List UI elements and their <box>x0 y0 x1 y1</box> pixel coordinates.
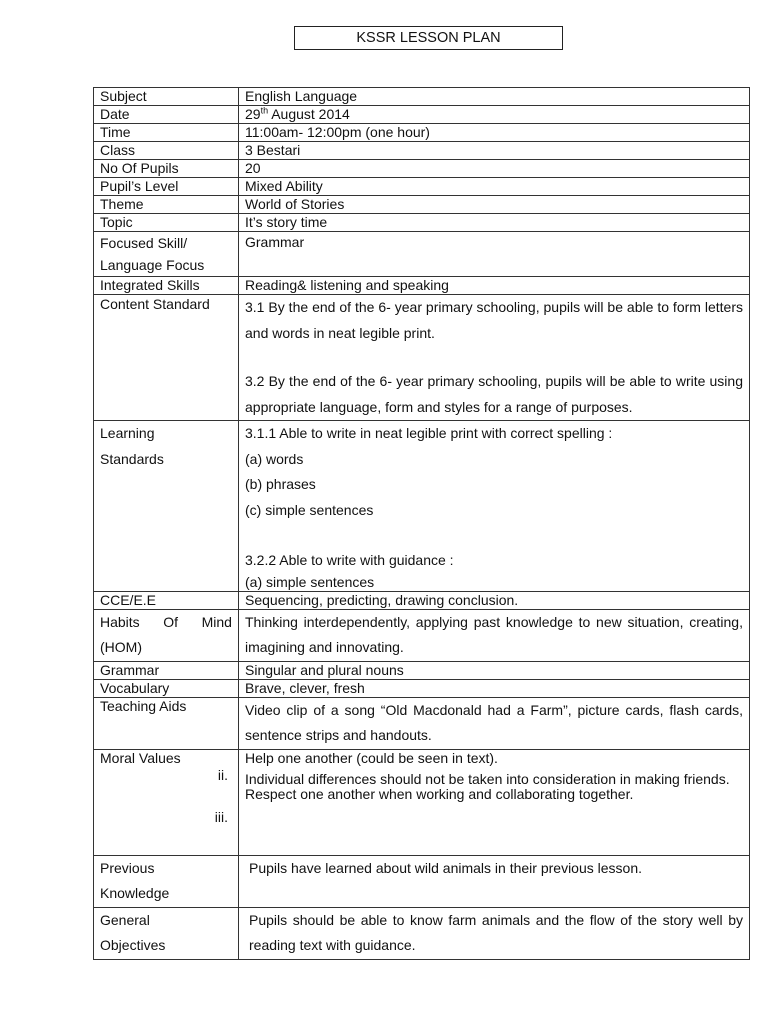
focus-label-line-1: Focused Skill/ <box>100 235 188 251</box>
grammar-label: Grammar <box>94 661 239 679</box>
hom-label-line-1 <box>100 610 232 636</box>
theme-value: World of Stories <box>239 196 750 214</box>
date-rest: August 2014 <box>268 106 350 122</box>
learning-spacer <box>245 523 743 548</box>
moral-number-2-line <box>100 767 232 809</box>
integrated-label: Integrated Skills <box>94 277 239 295</box>
date-day: 29 <box>245 106 261 122</box>
row-subject <box>94 88 750 106</box>
general-label <box>94 907 239 959</box>
time-value: 11:00am- 12:00pm (one hour) <box>239 124 750 142</box>
lesson-plan-table <box>93 87 750 960</box>
row-time <box>94 124 750 142</box>
row-integrated <box>94 277 750 295</box>
moral-value-3: Respect one another when working and collaborating together. <box>245 786 634 802</box>
level-value: Mixed Ability <box>239 178 750 196</box>
previous-value <box>239 855 750 907</box>
content-label: Content Standard <box>94 295 239 421</box>
topic-label: Topic <box>94 214 239 232</box>
learning-line-2: (a) words <box>245 450 304 467</box>
hom-label-word-1: Habits <box>100 613 140 630</box>
row-cce <box>94 591 750 609</box>
date-suffix: th <box>260 105 269 116</box>
row-topic <box>94 214 750 232</box>
previous-label <box>94 855 239 907</box>
theme-label: Theme <box>94 196 239 214</box>
row-teaching-aids <box>94 697 750 749</box>
row-focus <box>94 232 750 277</box>
moral-value-2-text: Individual differences should not be taken into consideration in making friends. <box>245 770 730 787</box>
hom-value: Thinking interdependently, applying past knowledge to new situation, creating, imagining and innovating. <box>239 609 750 661</box>
content-paragraph-2: 3.2 By the end of the 6- year primary schooling, pupils will be able to write using appropriate language, form and styles for a range of purposes. <box>245 373 743 415</box>
hom-label-word-2: Of <box>163 613 179 630</box>
learning-line-1: 3.1.1 Able to write in neat legible print with correct spelling : <box>245 425 613 441</box>
row-level <box>94 178 750 196</box>
learning-value <box>239 421 750 592</box>
focus-value <box>239 232 750 277</box>
general-label-line-2: Objectives <box>100 937 166 953</box>
learning-label-line-2: Standards <box>100 450 164 467</box>
vocab-label: Vocabulary <box>94 679 239 697</box>
row-previous-knowledge <box>94 855 750 907</box>
moral-value <box>239 749 750 855</box>
integrated-value: Reading& listening and speaking <box>239 277 750 295</box>
row-content-standard <box>94 295 750 421</box>
aids-value: Video clip of a song “Old Macdonald had a Farm”, picture cards, flash cards, sentence strips and handouts. <box>239 697 750 749</box>
content-paragraph-1: 3.1 By the end of the 6- year primary schooling, pupils will be able to form letters and words in neat legible print. <box>245 299 743 341</box>
learning-label-line-1: Learning <box>100 425 155 441</box>
content-value <box>239 295 750 421</box>
moral-number-2: ii. <box>217 766 228 783</box>
general-label-line-1: General <box>100 911 150 928</box>
row-general-objectives <box>94 907 750 959</box>
moral-value-1: Help one another (could be seen in text). <box>245 749 498 766</box>
content-spacer <box>245 346 743 371</box>
learning-line-4: (c) simple sentences <box>245 501 374 518</box>
previous-label-line-2: Knowledge <box>100 885 170 901</box>
hom-label <box>94 609 239 661</box>
row-date <box>94 106 750 124</box>
grammar-value: Singular and plural nouns <box>239 661 750 679</box>
row-theme <box>94 196 750 214</box>
moral-label <box>94 749 239 855</box>
learning-line-5: 3.2.2 Able to write with guidance : <box>245 552 454 568</box>
hom-label-word-3: Mind <box>201 613 232 630</box>
time-label: Time <box>94 124 239 142</box>
level-label: Pupil’s Level <box>94 178 239 196</box>
learning-label <box>94 421 239 592</box>
general-value-text: Pupils should be able to know farm animals and the flow of the story well by reading text with guidance. <box>249 911 743 953</box>
subject-value: English Language <box>239 88 750 106</box>
date-label: Date <box>94 106 239 124</box>
class-label: Class <box>94 142 239 160</box>
row-learning-standards <box>94 421 750 592</box>
moral-label-text: Moral Values <box>100 749 181 766</box>
hom-label-line-2: (HOM) <box>100 639 142 655</box>
focus-value-text: Grammar <box>245 234 305 250</box>
cce-value: Sequencing, predicting, drawing conclusion. <box>239 591 750 609</box>
aids-label: Teaching Aids <box>94 697 239 749</box>
previous-value-text: Pupils have learned about wild animals in their previous lesson. <box>249 859 642 876</box>
row-grammar <box>94 661 750 679</box>
vocab-value: Brave, clever, fresh <box>239 679 750 697</box>
learning-line-3: (b) phrases <box>245 476 316 492</box>
moral-number-3-line <box>100 809 232 826</box>
row-hom <box>94 609 750 661</box>
focus-label <box>94 232 239 277</box>
focus-label-line-2: Language Focus <box>100 257 205 273</box>
document-title: KSSR LESSON PLAN <box>294 26 563 50</box>
row-moral-values <box>94 749 750 855</box>
class-value: 3 Bestari <box>239 142 750 160</box>
moral-number-3: iii. <box>214 808 228 825</box>
row-vocabulary <box>94 679 750 697</box>
previous-label-line-1: Previous <box>100 859 155 876</box>
pupils-label: No Of Pupils <box>94 160 239 178</box>
row-class <box>94 142 750 160</box>
row-pupils <box>94 160 750 178</box>
date-value <box>239 106 750 124</box>
cce-label: CCE/E.E <box>94 591 239 609</box>
subject-label: Subject <box>94 88 239 106</box>
learning-line-6: (a) simple sentences <box>245 573 375 590</box>
general-value <box>239 907 750 959</box>
topic-value: It’s story time <box>239 214 750 232</box>
pupils-value: 20 <box>239 160 750 178</box>
